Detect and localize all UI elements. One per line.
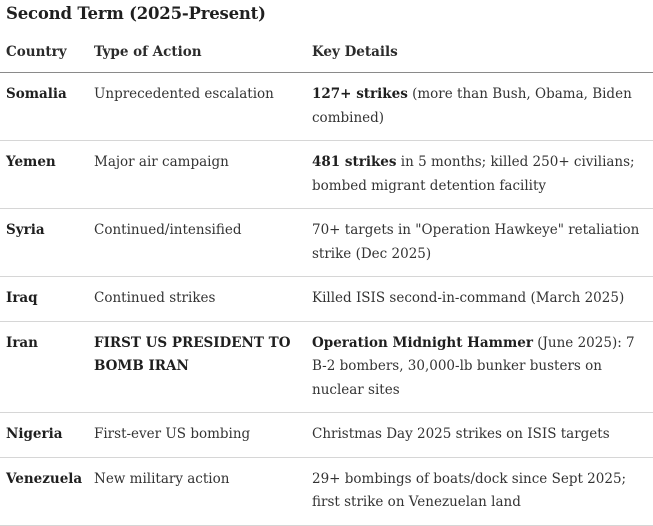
column-header-details: Key Details <box>306 40 653 73</box>
details-text: 70+ targets in "Operation Hawkeye" retaliation strike (Dec 2025) <box>312 222 640 262</box>
column-header-country: Country <box>0 40 88 73</box>
cell-action: FIRST US PRESIDENT TO BOMB IRAN <box>88 321 306 413</box>
details-text: in 5 months; killed 250+ civilians; bombed migrant detention facility <box>312 154 635 194</box>
details-text: Christmas Day 2025 strikes on ISIS targets <box>312 426 610 442</box>
cell-details <box>306 209 653 277</box>
column-header-action: Type of Action <box>88 40 306 73</box>
cell-country: Iran <box>0 321 88 413</box>
table-row <box>0 141 653 209</box>
cell-details <box>306 321 653 413</box>
cell-country: Venezuela <box>0 457 88 525</box>
details-highlight: Operation Midnight Hammer <box>312 334 533 351</box>
cell-details <box>306 141 653 209</box>
table-row <box>0 277 653 322</box>
table-row <box>0 457 653 525</box>
details-highlight: 127+ strikes <box>312 86 408 102</box>
cell-action: New military action <box>88 457 306 525</box>
details-highlight: 481 strikes <box>312 154 397 170</box>
table-body <box>0 73 653 526</box>
cell-country: Iraq <box>0 277 88 322</box>
section-title: Second Term (2025-Present) <box>6 4 266 23</box>
details-text: (more than Bush, Obama, Biden combined) <box>312 86 632 126</box>
cell-country: Yemen <box>0 141 88 209</box>
cell-details <box>306 457 653 525</box>
cell-action: Unprecedented escalation <box>88 73 306 141</box>
details-text: (June 2025): 7 B-2 bombers, 30,000-lb bunker busters on nuclear sites <box>312 334 635 398</box>
table-row <box>0 321 653 413</box>
cell-country: Syria <box>0 209 88 277</box>
table-row <box>0 73 653 141</box>
table-row <box>0 209 653 277</box>
actions-table <box>0 40 653 526</box>
details-text: Killed ISIS second-in-command (March 2025) <box>312 290 625 306</box>
cell-action: Continued strikes <box>88 277 306 322</box>
cell-country: Somalia <box>0 73 88 141</box>
cell-details <box>306 73 653 141</box>
cell-action: First-ever US bombing <box>88 413 306 458</box>
cell-action: Continued/intensified <box>88 209 306 277</box>
table-header-row <box>0 40 653 73</box>
cell-action: Major air campaign <box>88 141 306 209</box>
table-row <box>0 413 653 458</box>
cell-country: Nigeria <box>0 413 88 458</box>
details-text: 29+ bombings of boats/dock since Sept 2025; first strike on Venezuelan land <box>312 470 627 510</box>
cell-details <box>306 413 653 458</box>
cell-details <box>306 277 653 322</box>
